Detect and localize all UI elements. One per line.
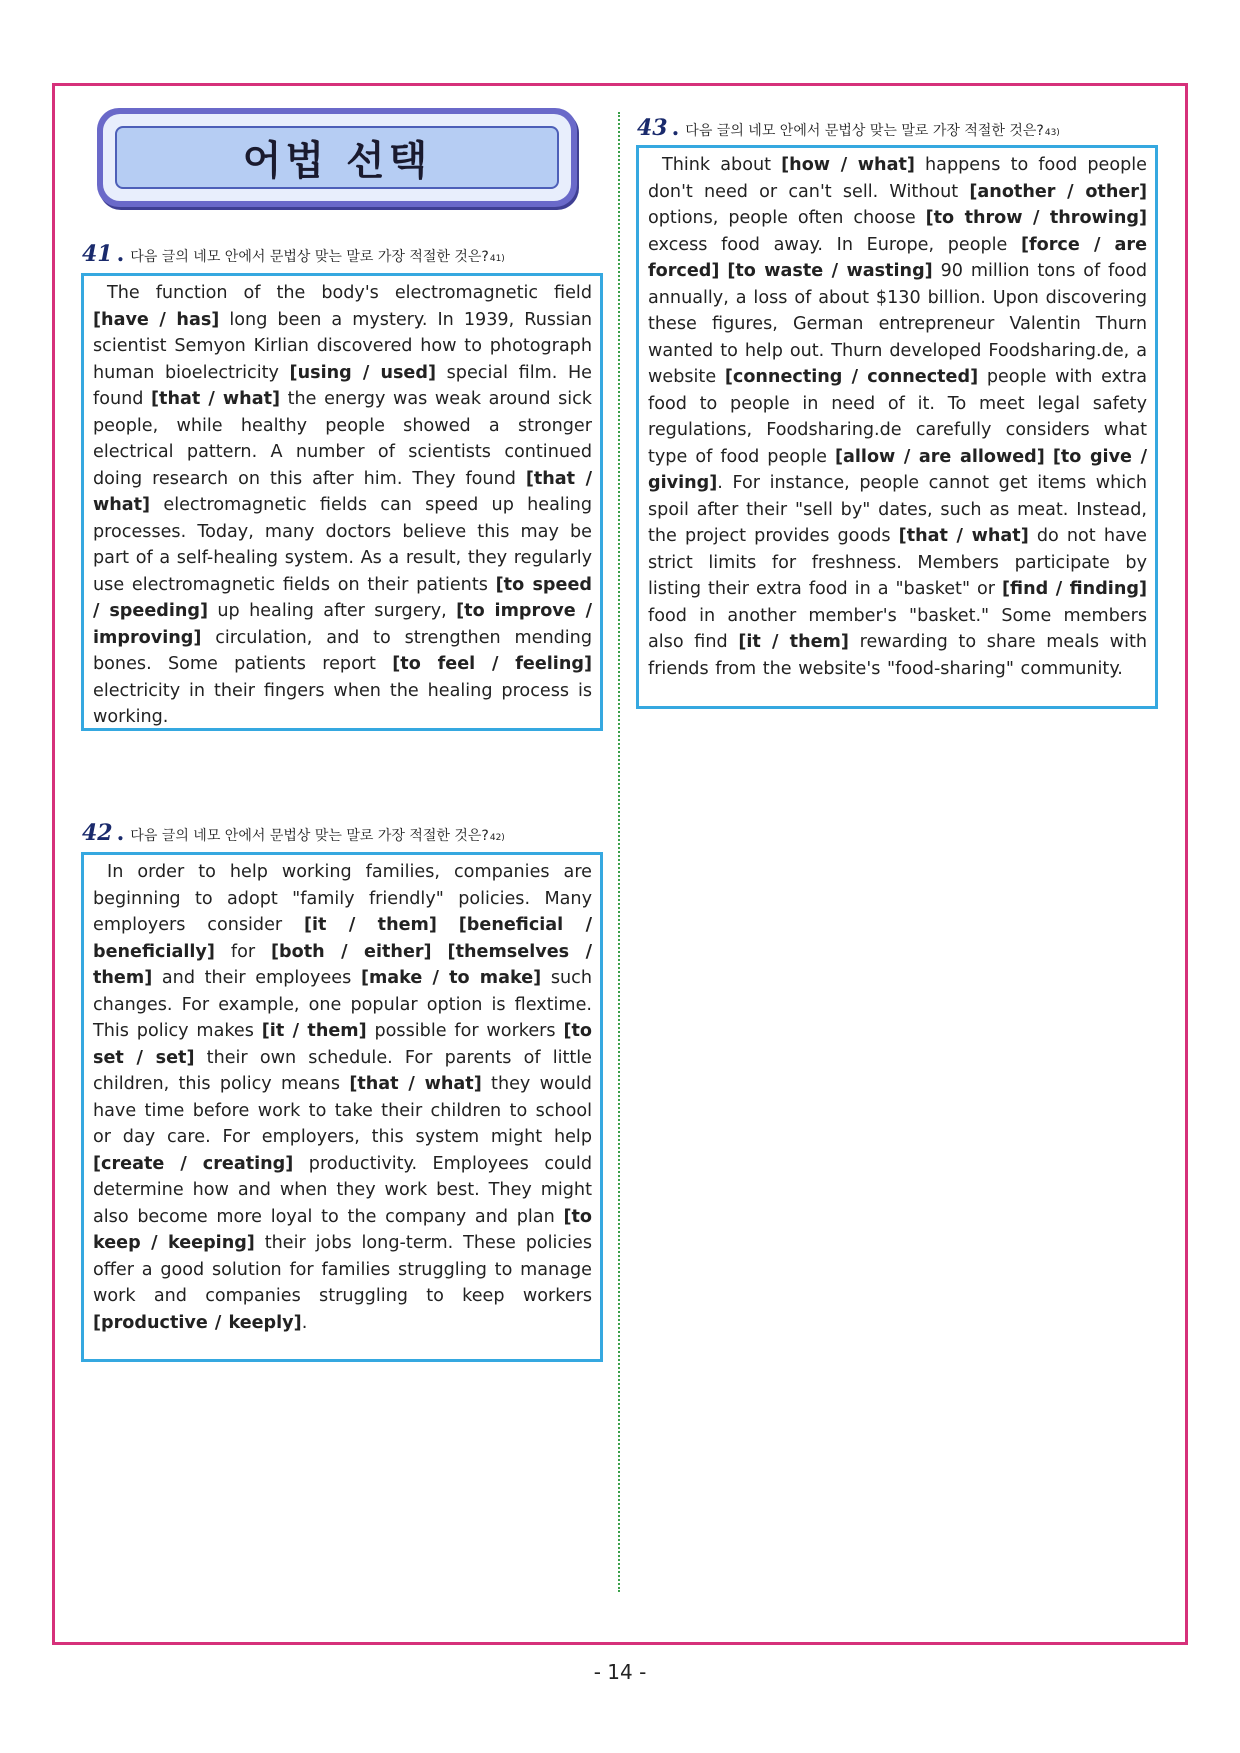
passage-text — [93, 859, 592, 1336]
passage-segment: the energy was weak around sick people, while healthy people showed a stronger electrical pattern. A number of scientists continued doing research on this after him. They found — [93, 389, 592, 489]
passage-segment: 90 million tons of food annually, a loss of about $130 billion. Upon discovering these figures, German entrepreneur Valentin Thurn wanted to help out. Thurn developed Foodsharing.de, a website — [648, 261, 1148, 387]
passage-segment: such changes. For example, one popular option is flextime. This policy makes — [93, 968, 592, 1041]
passage-segment: food in another member's "basket." Some members also find — [648, 605, 1147, 652]
passage-segment: The function of the body's electromagnetic field — [107, 283, 592, 303]
answer-choice: [beneficial / beneficially] — [93, 915, 593, 962]
passage-text — [648, 152, 1147, 682]
question-43-header: 43 . 다음 글의 네모 안에서 문법상 맞는 말로 가장 적절한 것은? 43) — [637, 115, 1060, 141]
answer-choice: [productive / keeply] — [93, 1312, 302, 1333]
passage-segment: they would have time before work to take their children to school or day care. For employers, this system might help — [93, 1074, 592, 1147]
answer-choice: [to improve / improving] — [93, 601, 592, 648]
passage-segment: circulation, and to strengthen mending bones. Some patients report — [93, 627, 592, 674]
answer-choice: [connecting / connected] — [724, 367, 979, 387]
passage-segment: rewarding to share meals with friends from the website's "food-sharing" community. — [648, 632, 1148, 679]
column-divider — [618, 112, 620, 1592]
question-number: 43 — [637, 115, 668, 141]
answer-choice: [to set / set] — [93, 1021, 592, 1068]
passage-segment: their own schedule. For parents of little children, this policy means — [93, 1047, 592, 1094]
question-42-header: 42 . 다음 글의 네모 안에서 문법상 맞는 말로 가장 적절한 것은? 42) — [82, 820, 505, 846]
passage-segment — [432, 942, 448, 962]
answer-choice: [that / what] — [898, 526, 1029, 546]
question-43-passage-box — [636, 145, 1158, 709]
question-prompt: 다음 글의 네모 안에서 문법상 맞는 말로 가장 적절한 것은? — [130, 828, 489, 844]
passage-text — [93, 280, 592, 731]
question-41-passage-box — [81, 273, 603, 731]
passage-segment: excess food away. In Europe, people — [648, 234, 1021, 255]
answer-choice: [how / what] — [781, 155, 915, 175]
question-prompt: 다음 글의 네모 안에서 문법상 맞는 말로 가장 적절한 것은? — [685, 123, 1044, 139]
answer-choice: [both / either] — [271, 941, 432, 962]
passage-segment: . For instance, people cannot get items which spoil after their "sell by" dates, such as meat. Instead, the project provides goods — [648, 473, 1147, 546]
passage-segment: In order to help working families, companies are beginning to adopt "family friendly" policies. Many employers consider — [93, 862, 592, 935]
passage-segment: . — [301, 1312, 308, 1333]
answer-choice: [have / has] — [93, 309, 220, 330]
passage-segment: Think about — [662, 155, 782, 175]
passage-segment: their jobs long-term. These policies offer a good solution for families struggling to manage work and companies struggling to keep workers — [93, 1233, 592, 1306]
section-title: 어법 선택 — [242, 138, 432, 184]
passage-segment: options, people often choose — [648, 208, 926, 228]
answer-choice: [to waste / wasting] — [727, 261, 933, 281]
answer-choice: [that / what] — [349, 1074, 482, 1094]
question-42-passage-box — [81, 852, 603, 1362]
answer-choice: [using / used] — [289, 362, 437, 383]
question-41-header: 41 . 다음 글의 네모 안에서 문법상 맞는 말로 가장 적절한 것은? 41) — [82, 241, 505, 267]
passage-segment: electromagnetic fields can speed up healing processes. Today, many doctors believe this may be part of a self-healing system. As a result, they regularly use electromagnetic fields on their patients — [93, 495, 592, 595]
answer-choice: [that / what] — [93, 468, 592, 515]
passage-segment — [1045, 447, 1053, 467]
answer-choice: [it / them] — [738, 632, 849, 652]
question-prompt: 다음 글의 네모 안에서 문법상 맞는 말로 가장 적절한 것은? — [130, 249, 489, 265]
answer-choice: [allow / are allowed] — [834, 446, 1045, 467]
answer-choice: [to give / giving] — [648, 446, 1147, 493]
passage-segment: electricity in their fingers when the healing process is working. — [93, 680, 592, 727]
passage-segment: long been a mystery. In 1939, Russian scientist Semyon Kirlian discovered how to photograph human bioelectricity — [93, 309, 592, 383]
answer-choice: [find / finding] — [1002, 579, 1147, 599]
answer-choice: [to speed / speeding] — [93, 574, 592, 621]
question-number: 42 — [82, 820, 113, 846]
footnote-ref: 42) — [489, 833, 505, 843]
footnote-ref: 41) — [489, 254, 505, 264]
passage-segment: up healing after surgery, — [208, 601, 457, 621]
answer-choice: [to throw / throwing] — [925, 208, 1147, 228]
answer-choice: [to keep / keeping] — [93, 1206, 592, 1253]
passage-segment — [437, 915, 459, 935]
page-number: - 14 - — [593, 1660, 647, 1684]
section-title-banner — [97, 108, 577, 207]
answer-choice: [themselves / them] — [93, 941, 592, 988]
passage-segment: happens to food people don't need or can't sell. Without — [648, 155, 1148, 202]
answer-choice: [to feel / feeling] — [392, 654, 592, 674]
passage-segment: special film. He found — [93, 362, 593, 409]
answer-choice: [it / them] — [303, 915, 437, 935]
passage-segment: and their employees — [152, 968, 361, 988]
answer-choice: [another / other] — [969, 181, 1148, 202]
passage-segment: people with extra food to people in need of it. To meet legal safety regulations, Foodsharing.de carefully considers what type of food people — [648, 367, 1147, 467]
passage-segment: do not have strict limits for freshness. Members participate by listing their extra food in a "basket" or — [648, 526, 1147, 599]
question-number: 41 — [82, 241, 113, 267]
passage-segment: possible for workers — [366, 1021, 564, 1041]
passage-segment: for — [214, 941, 272, 962]
answer-choice: [it / them] — [261, 1021, 367, 1041]
answer-choice: [force / are forced] — [648, 234, 1148, 281]
answer-choice: [that / what] — [151, 389, 281, 409]
footnote-ref: 43) — [1044, 128, 1060, 138]
answer-choice: [make / to make] — [360, 968, 542, 988]
answer-choice: [create / creating] — [93, 1153, 294, 1174]
passage-segment: productivity. Employees could determine how and when they work best. They might also become more loyal to the company and plan — [93, 1153, 592, 1227]
